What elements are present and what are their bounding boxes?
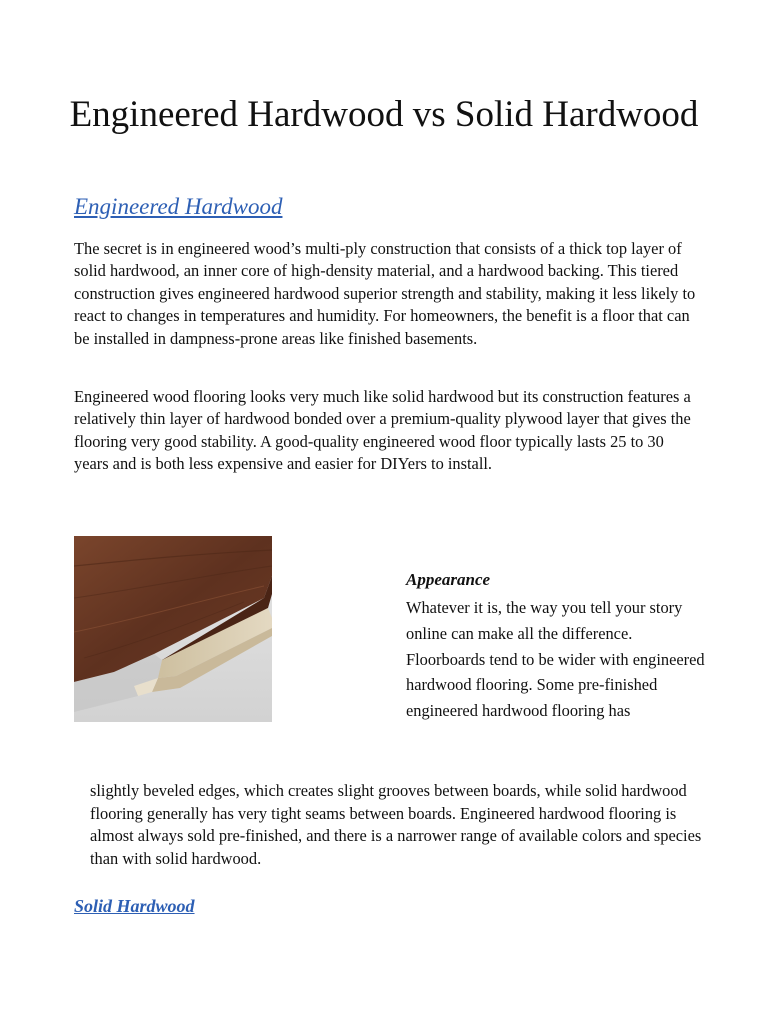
appearance-side-text: Whatever it is, the way you tell your story online can make all the difference. Floorboards tend to be wider with engineered hardwood flooring. Some pre-finished engineered hardwood flooring has bbox=[406, 598, 705, 721]
paragraph-flooring-looks: Engineered wood flooring looks very much like solid hardwood but its construction features a relatively thin layer of hardwood bonded over a premium-quality plywood layer that gives the flooring very good stability. A good-quality engineered wood floor typically lasts 25 to 30 years and is both less expensive and easier for DIYers to install. bbox=[74, 387, 691, 474]
paragraph-multi-ply: The secret is in engineered wood’s multi-ply construction that consists of a thick top layer of solid hardwood, an inner core of high-density material, and a hardwood backing. This tiered construction gives engineered hardwood superior strength and stability, making it less likely to react to changes in temperatures and humidity. For homeowners, the benefit is a floor that can be installed in dampness-prone areas like finished basements. bbox=[74, 239, 696, 348]
hardwood-plank-image bbox=[74, 536, 272, 722]
appearance-continued-text: slightly beveled edges, which creates slight grooves between boards, while solid hardwood flooring generally has very tight seams between boards. Engineered hardwood flooring is almost always sold pre-finished, and there is a narrower range of available colors and species than with solid hardwood. bbox=[90, 781, 702, 868]
page-title: Engineered Hardwood vs Solid Hardwood bbox=[69, 94, 699, 135]
solid-hardwood-heading[interactable]: Solid Hardwood bbox=[74, 896, 195, 916]
engineered-hardwood-heading[interactable]: Engineered Hardwood bbox=[74, 194, 283, 219]
appearance-heading: Appearance bbox=[406, 570, 491, 589]
wood-plank-illustration bbox=[74, 536, 272, 722]
